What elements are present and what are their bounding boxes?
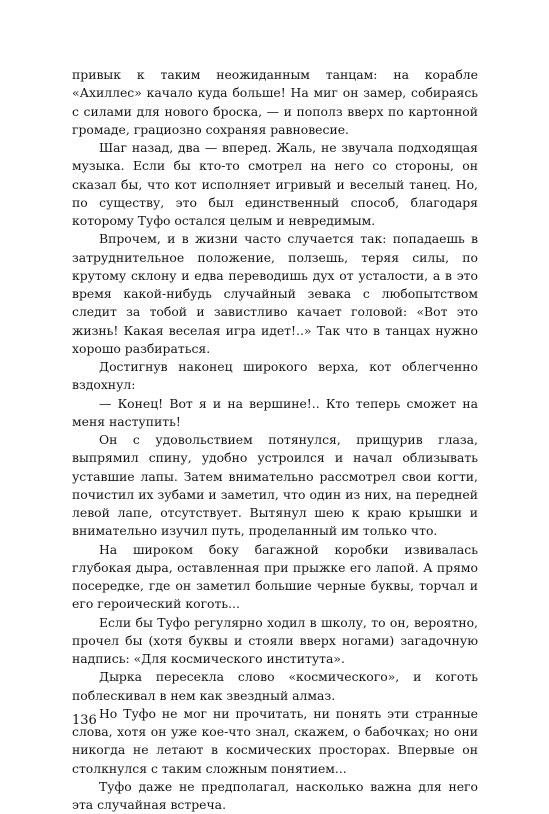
paragraph-11: Туфо даже не предполагал, насколько важна для него эта случайная встреча. [72,778,478,812]
paragraph-7: На широком боку багажной коробки извивалась глубокая дыра, оставленная при прыжке его лапой. А прямо посередке, где он заметил большие черные буквы, торчал и его героический коготь... [72,541,478,612]
paragraph-6: Он с удовольствием потянулся, прищурив глаза, выпрямил спину, удобно устроился и начал облизывать уставшие лапы. Затем внимательно рассмотрел свои когти, почистил их зубами и заметил, что один из них, на передней левой лапе, отсутствует. Вытянул шею к краю крышки и внимательно изучил путь, проделанный им только что. [72,432,478,539]
paragraph-5: — Конец! Вот я и на вершине!.. Кто теперь сможет на меня наступить! [72,395,478,429]
paragraph-1: привык к таким неожиданным танцам: на корабле «Ахиллес» качало куда больше! На миг он замер, собираясь с силами для нового броска, — и пополз вверх по картонной громаде, грациозно сохраняя равновесие. [72,67,478,137]
paragraph-2: Шаг назад, два — вперед. Жаль, не звучала подходящая музыка. Если бы кто-то смотрел на него со стороны, он сказал бы, что кот исполняет игривый и веселый танец. Но, по существу, это был единственный способ, благодаря которому Туфо остался целым и невредимым. [72,140,478,228]
paragraph-8: Если бы Туфо регулярно ходил в школу, то он, вероятно, прочел бы (хотя буквы и стояли вверх ногами) загадочную надпись: «Для космического института». [72,614,478,666]
page-text-block [72,66,478,814]
paragraph-9: Дырка пересекла слово «космического», и коготь поблескивал в нем как звездный алмаз. [72,669,478,703]
paragraph-10: Но Туфо не мог ни прочитать, ни понять эти странные слова, хотя он уже кое-что знал, скажем, о бабочках; но они никогда не летают в космических просторах. Впервые он столкнулся с таким сложным понятием... [72,705,478,776]
paragraph-4: Достигнув наконец широкого верха, кот облегченно вздохнул: [72,359,478,393]
page-number: 136 [72,713,97,728]
paragraph-3: Впрочем, и в жизни часто случается так: попадаешь в затруднительное положение, ползешь, теряя силы, по крутому склону и едва переводишь дух от усталости, а в это время какой-нибудь случайный зевака с любопытством следит за тобой и завистливо качает головой: «Вот это жизнь! Какая веселая игра идет!..» Так что в танцах нужно хорошо разбираться. [72,231,478,356]
